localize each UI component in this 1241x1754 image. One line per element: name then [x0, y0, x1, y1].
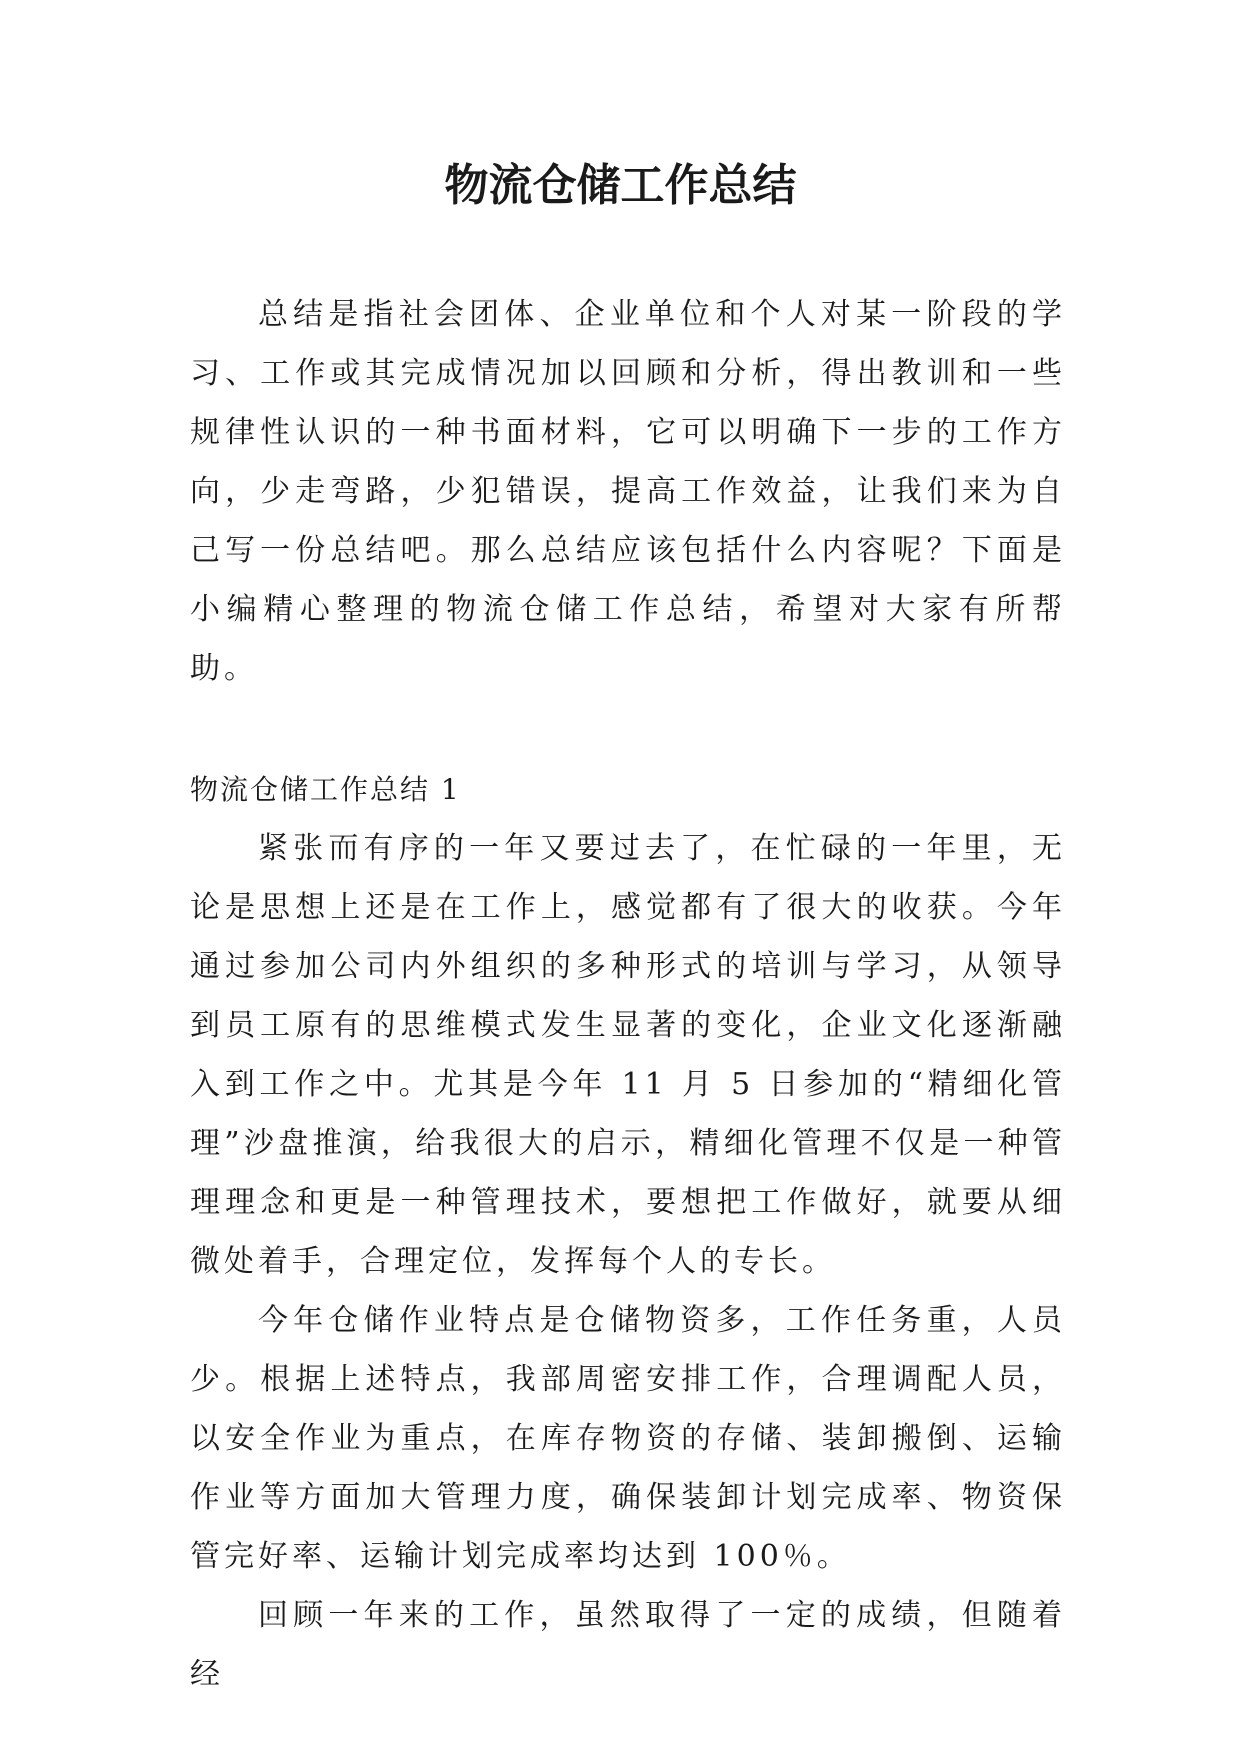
- document-title: 物流仓储工作总结: [444, 160, 797, 211]
- section-heading-1: 物流仓储工作总结 1: [190, 773, 461, 806]
- section-1-paragraph-1: 紧张而有序的一年又要过去了，在忙碌的一年里，无论是思想上还是在工作上，感觉都有了很大的收获。今年通过参加公司内外组织的多种形式的培训与学习，从领导到员工原有的思维模式发生显著的变化，企业文化逐渐融入到工作之中。尤其是今年 11 月 5 日参加的“精细化管理”沙盘推演，给我很大的启示，精细化管理不仅是一种管理理念和更是一种管理技术，要想把工作做好，就要从细微处着手，合理定位，发挥每个人的专长。: [190, 831, 1066, 1279]
- section-spacer: [190, 698, 1066, 760]
- intro-paragraph: 总结是指社会团体、企业单位和个人对某一阶段的学习、工作或其完成情况加以回顾和分析，得出教训和一些规律性认识的一种书面材料，它可以明确下一步的工作方向，少走弯路，少犯错误，提高工作效益，让我们来为自己写一份总结吧。那么总结应该包括什么内容呢？下面是小编精心整理的物流仓储工作总结，希望对大家有所帮助。: [190, 297, 1066, 686]
- document-body: [190, 285, 1066, 1704]
- section-1-paragraph-2: 今年仓储作业特点是仓储物资多，工作任务重，人员少。根据上述特点，我部周密安排工作，合理调配人员，以安全作业为重点，在库存物资的存储、装卸搬倒、运输作业等方面加大管理力度，确保装卸计划完成率、物资保管完好率、运输计划完成率均达到 100％。: [190, 1303, 1066, 1574]
- section-1-paragraph-3: 回顾一年来的工作，虽然取得了一定的成绩，但随着经: [190, 1598, 1066, 1692]
